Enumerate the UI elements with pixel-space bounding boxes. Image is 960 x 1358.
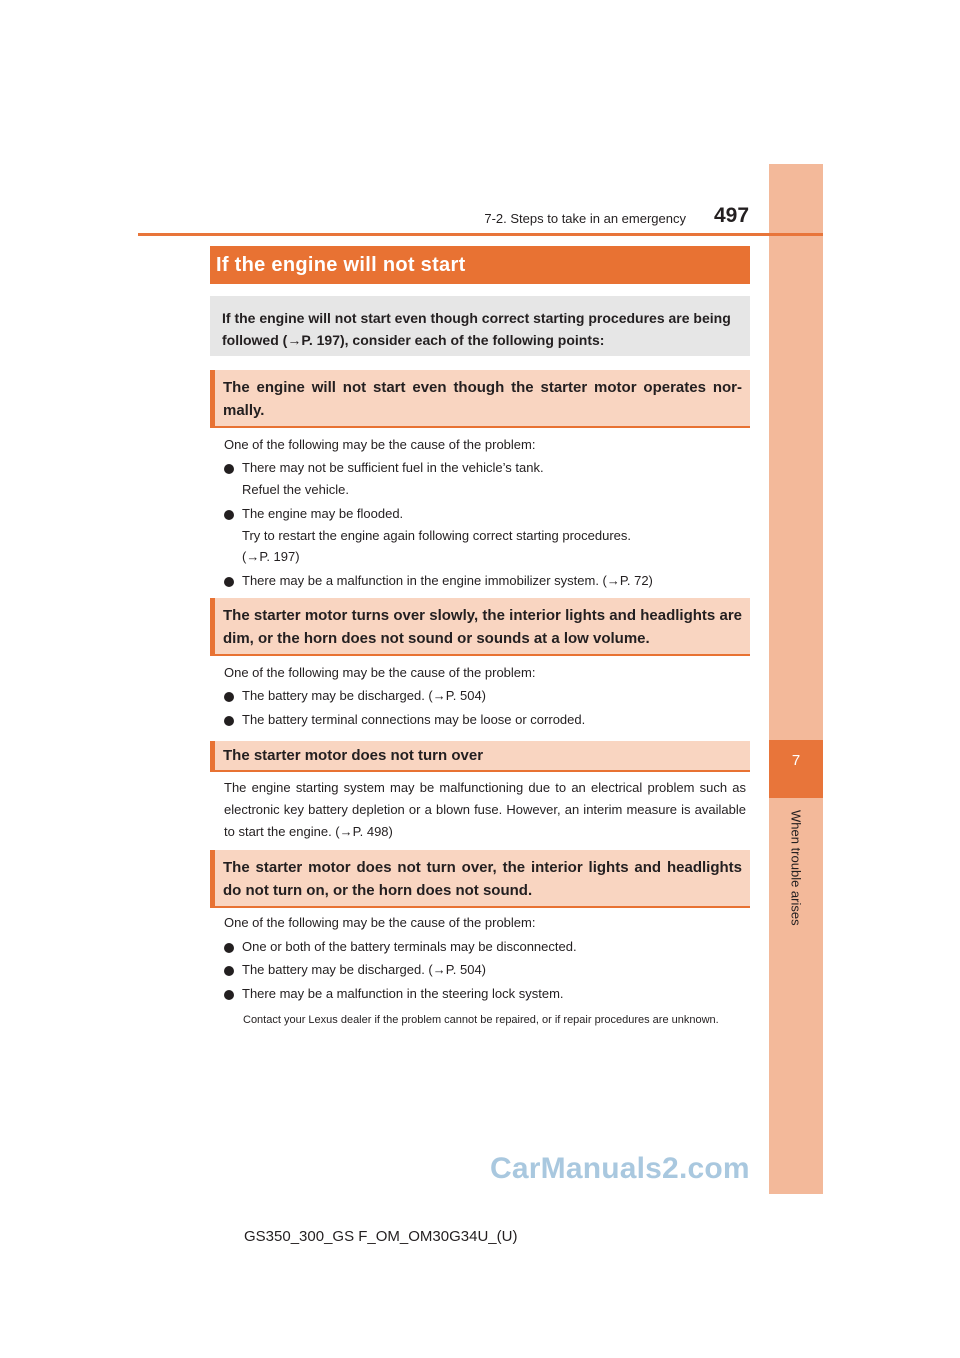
list-item-detail: Refuel the vehicle.	[242, 482, 349, 497]
section-reference: 7-2. Steps to take in an emergency	[484, 211, 686, 226]
section-3-body: The engine starting system may be malfunctioning due to an electrical problem such as electronic key battery depletion or a blown fuse. However, an interim measure is available to start the engine. (→P. 498)	[224, 780, 746, 839]
chapter-sidebar	[769, 164, 823, 1194]
section-heading-1: The engine will not start even though the starter motor operates nor-mally.	[210, 370, 750, 428]
list-item: There may not be sufficient fuel in the vehicle’s tank.	[224, 457, 746, 479]
page-number: 497	[714, 204, 750, 227]
page-reference: (→P. 197)	[242, 549, 300, 564]
page-title: If the engine will not start	[216, 254, 466, 276]
list-item: There may be a malfunction in the engine immobilizer system. (→P. 72)	[224, 570, 746, 592]
bullet-icon	[224, 464, 234, 474]
section-heading-2: The starter motor turns over slowly, the interior lights and headlights are dim, or the horn does not sound or sounds at a low volume.	[210, 598, 750, 656]
section-2-lead: One of the following may be the cause of the problem:	[224, 665, 536, 680]
section-4-lead: One of the following may be the cause of the problem:	[224, 915, 536, 930]
watermark: CarManuals2.com	[490, 1152, 750, 1185]
bullet-icon	[224, 510, 234, 520]
bullet-icon	[224, 716, 234, 726]
section-heading-3: The starter motor does not turn over	[210, 741, 750, 772]
intro-text: If the engine will not start even though correct starting procedures are being followed (→P. 197), consider each of the following points:	[222, 310, 731, 348]
chapter-title: When trouble arises	[788, 810, 804, 926]
chapter-tab	[769, 740, 823, 798]
chapter-number: 7	[791, 752, 801, 769]
section-1-lead: One of the following may be the cause of the problem:	[224, 437, 536, 452]
section-heading-4: The starter motor does not turn over, the interior lights and headlights do not turn on, or the horn does not sound.	[210, 850, 750, 908]
list-item: There may be a malfunction in the steering lock system.	[224, 983, 746, 1005]
header-rule	[138, 233, 823, 236]
footer-doc-code: GS350_300_GS F_OM_OM30G34U_(U)	[244, 1228, 518, 1245]
list-item-detail: Try to restart the engine again following correct starting procedures.	[242, 528, 631, 543]
bullet-icon	[224, 990, 234, 1000]
bullet-icon	[224, 943, 234, 953]
bullet-icon	[224, 966, 234, 976]
bullet-icon	[224, 577, 234, 587]
bullet-icon	[224, 692, 234, 702]
list-item: The engine may be flooded.	[224, 503, 746, 525]
list-item: The battery terminal connections may be loose or corroded.	[224, 709, 746, 731]
list-item: The battery may be discharged. (→P. 504)	[224, 959, 746, 981]
note-text: Contact your Lexus dealer if the problem cannot be repaired, or if repair procedures are unknown.	[243, 1014, 719, 1026]
list-item: The battery may be discharged. (→P. 504)	[224, 685, 746, 707]
list-item: One or both of the battery terminals may be disconnected.	[224, 936, 746, 958]
